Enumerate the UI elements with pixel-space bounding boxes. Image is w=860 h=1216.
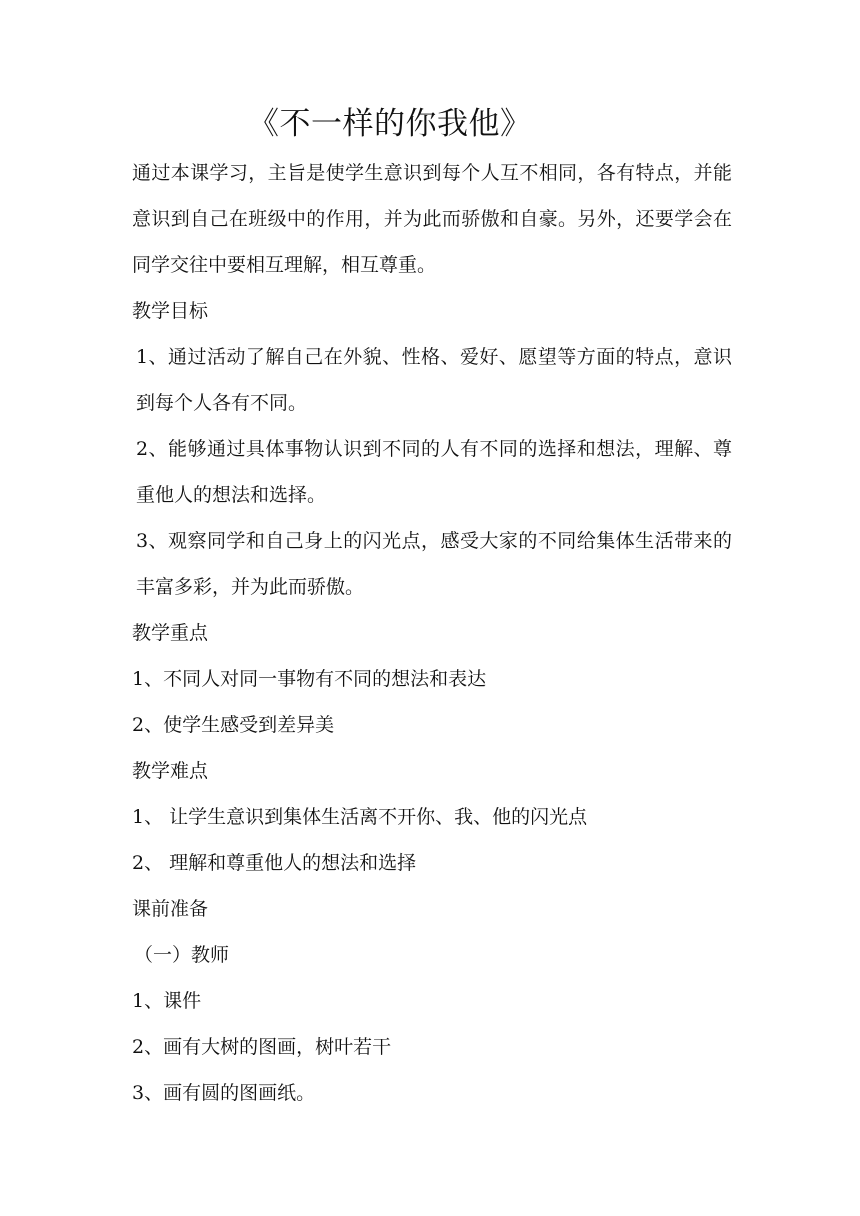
goals-heading: 教学目标	[132, 300, 209, 322]
key-point-item-1: 1、不同人对同一事物有不同的想法和表达	[132, 668, 487, 690]
key-points-heading: 教学重点	[132, 622, 209, 644]
difficulties-heading: 教学难点	[132, 760, 209, 782]
teacher-item-1: 1、课件	[132, 990, 202, 1012]
intro-paragraph: 通过本课学习，主旨是使学生意识到每个人互不相同，各有特点，并能意识到自己在班级中的作用，并为此而骄傲和自豪。另外，还要学会在同学交往中要相互理解，相互尊重。	[132, 162, 732, 276]
goal-item-3: 3、观察同学和自己身上的闪光点，感受大家的不同给集体生活带来的丰富多彩，并为此而骄傲。	[136, 530, 732, 598]
teacher-item-2: 2、画有大树的图画，树叶若干	[132, 1036, 392, 1058]
teacher-item-3: 3、画有圆的图画纸。	[132, 1082, 316, 1104]
goal-item-2: 2、能够通过具体事物认识到不同的人有不同的选择和想法，理解、尊重他人的想法和选择。	[136, 438, 732, 506]
difficulty-item-2: 2、 理解和尊重他人的想法和选择	[132, 852, 417, 874]
document-title: 《不一样的你我他》	[248, 106, 532, 142]
teacher-heading: （一）教师	[134, 944, 230, 966]
prep-heading: 课前准备	[132, 898, 209, 920]
key-point-item-2: 2、使学生感受到差异美	[132, 714, 335, 736]
document-body	[132, 150, 732, 1116]
difficulty-item-1: 1、 让学生意识到集体生活离不开你、我、他的闪光点	[132, 806, 588, 828]
goal-item-1: 1、通过活动了解自己在外貌、性格、爱好、愿望等方面的特点，意识到每个人各有不同。	[136, 346, 732, 414]
